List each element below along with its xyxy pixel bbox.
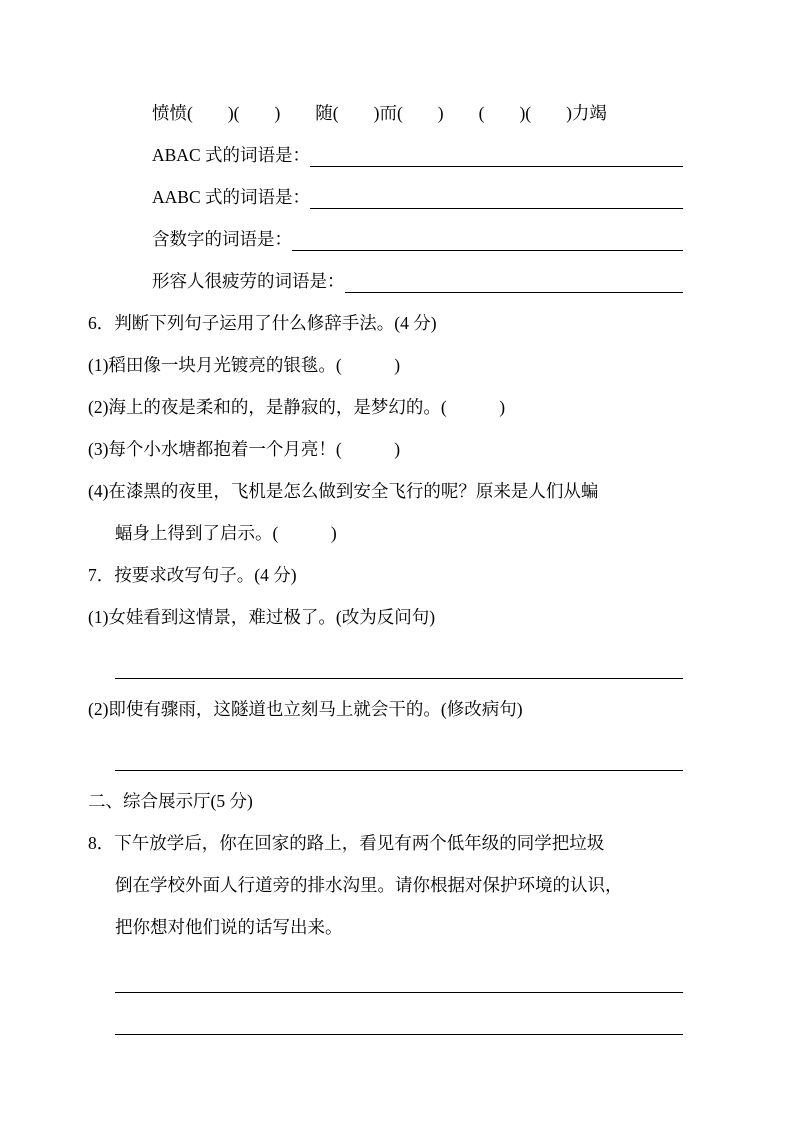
q7-answer-blank-1 xyxy=(115,678,683,679)
numeric-words-line xyxy=(88,218,683,260)
section-2-heading: 二、综合展示厅(5 分) xyxy=(88,791,253,811)
fill-in-blank-words-line xyxy=(88,92,683,134)
q8-answer-line-2 xyxy=(88,1002,683,1044)
abac-answer-blank xyxy=(310,166,683,167)
q6-item-4-continued: 蝠身上得到了启示。( ) xyxy=(115,523,337,543)
q6-item-4-wrap-line xyxy=(88,512,683,554)
fill-in-blank-words: 愤愤( )( ) 随( )而( ) ( )( )力竭 xyxy=(152,103,607,123)
q7-item-1-answer-line xyxy=(88,646,683,688)
abac-words-label: ABAC 式的词语是： xyxy=(152,145,310,165)
tired-words-line xyxy=(88,260,683,302)
q6-item-2: (2)海上的夜是柔和的，是静寂的，是梦幻的。( ) xyxy=(88,397,506,417)
question-7-title: 7．按要求改写句子。(4 分) xyxy=(88,565,297,585)
question-6-title-line xyxy=(88,302,683,344)
q8-text-1: 8．下午放学后，你在回家的路上，看见有两个低年级的同学把垃圾 xyxy=(88,833,605,853)
q7-answer-blank-2 xyxy=(115,770,683,771)
q6-item-4: (4)在漆黑的夜里，飞机是怎么做到安全飞行的呢？原来是人们从蝙 xyxy=(88,481,599,501)
section-2-heading-line xyxy=(88,780,683,822)
q7-item-1: (1)女娃看到这情景，难过极了。(改为反问句) xyxy=(88,607,436,627)
numeric-answer-blank xyxy=(292,250,683,251)
q8-answer-line-1 xyxy=(88,960,683,1002)
q6-item-1: (1)稻田像一块月光镀亮的银毯。( ) xyxy=(88,355,401,375)
tired-answer-blank xyxy=(345,292,684,293)
abac-words-line xyxy=(88,134,683,176)
question-7-title-line xyxy=(88,554,683,596)
tired-words-label: 形容人很疲劳的词语是： xyxy=(152,271,345,291)
q7-item-2-answer-line xyxy=(88,738,683,780)
q8-answer-blank-2 xyxy=(115,1034,683,1035)
q7-item-2-line xyxy=(88,688,683,730)
q6-item-1-line xyxy=(88,344,683,386)
q8-text-2: 倒在学校外面人行道旁的排水沟里。请你根据对保护环境的认识， xyxy=(115,875,623,895)
q6-item-3: (3)每个小水塘都抱着一个月亮！( ) xyxy=(88,439,401,459)
q6-item-3-line xyxy=(88,428,683,470)
q6-item-4-line xyxy=(88,470,683,512)
aabc-words-label: AABC 式的词语是： xyxy=(152,187,310,207)
aabc-words-line xyxy=(88,176,683,218)
q8-text-line-1 xyxy=(88,822,683,864)
aabc-answer-blank xyxy=(310,208,683,209)
q8-answer-blank-1 xyxy=(115,992,683,993)
numeric-words-label: 含数字的词语是： xyxy=(152,229,292,249)
q8-text-3: 把你想对他们说的话写出来。 xyxy=(115,917,343,937)
q7-item-1-line xyxy=(88,596,683,638)
q6-item-2-line xyxy=(88,386,683,428)
question-6-title: 6．判断下列句子运用了什么修辞手法。(4 分) xyxy=(88,313,437,333)
q7-item-2: (2)即使有骤雨，这隧道也立刻马上就会干的。(修改病句) xyxy=(88,699,523,719)
q8-text-line-3 xyxy=(88,906,683,948)
q8-text-line-2 xyxy=(88,864,683,906)
